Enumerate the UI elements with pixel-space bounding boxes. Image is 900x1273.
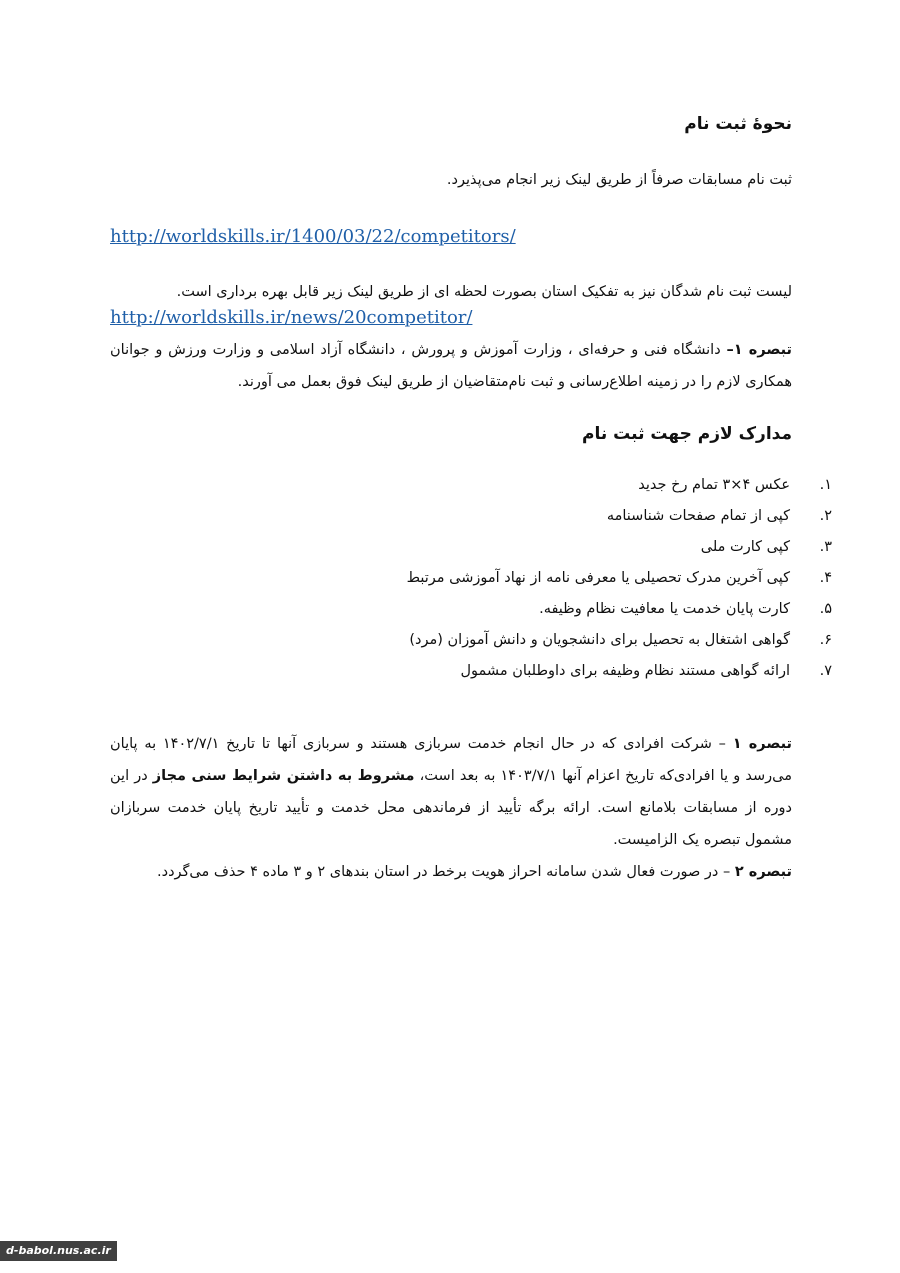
note-1-label: تبصره ۱– bbox=[726, 342, 792, 358]
registration-heading: نحوۀ ثبت نام bbox=[684, 114, 792, 134]
note-1-cooperation bbox=[110, 334, 792, 398]
age-condition-text: مشروط به داشتن شرایط سنی مجاز bbox=[152, 768, 415, 784]
note-1-military-service: تبصره ۱ – شرکت افرادی که در حال انجام خدمت سربازی هستند و سربازی آنها تا تاریخ ۱۴۰۲/۷/۱ به پایان می‌رسد و یا افرادی‌که تاریخ اعزام آنها ۱۴۰۳/۷/۱ به بعد است، مشروط به داشتن شرایط سنی مجاز در این دوره از مسابقات بلامانع است. ارائه برگه تأیید از فرماندهی محل خدمت و تأیید تاریخ پایان خدمت سربازان مشمول تبصره یک الزامیست. bbox=[110, 736, 793, 848]
list-item: ۴. کپی آخرین مدرک تحصیلی یا معرفی نامه از نهاد آموزشی مرتبط bbox=[406, 570, 832, 586]
note-1-military-label: تبصره ۱ bbox=[732, 736, 792, 752]
note-2-identity-verification: تبصره ۲ – در صورت فعال شدن سامانه احراز هویت برخط در استان بندهای ۲ و ۳ ماده ۴ حذف می‌گردد. bbox=[157, 864, 792, 880]
competitors-link[interactable]: http://worldskills.ir/1400/03/22/competitors/ bbox=[110, 226, 516, 247]
required-documents-list bbox=[192, 470, 832, 687]
list-item: ۷. ارائه گواهی مستند نظام وظیفه برای داوطلبان مشمول bbox=[460, 663, 832, 679]
list-item: ۳. کپی کارت ملی bbox=[700, 539, 832, 555]
note-2-label: تبصره ۲ bbox=[734, 864, 792, 880]
list-item: ۵. کارت پایان خدمت یا معافیت نظام وظیفه. bbox=[539, 601, 832, 617]
list-item: ۲. کپی از تمام صفحات شناسنامه bbox=[606, 508, 832, 524]
competitor-news-link[interactable]: http://worldskills.ir/news/20competitor/ bbox=[110, 307, 473, 328]
registration-intro: ثبت نام مسابقات صرفاً از طریق لینک زیر انجام می‌پذیرد. bbox=[446, 172, 792, 188]
note-1-text: دانشگاه فنی و حرفه‌ای ، وزارت آموزش و پرورش ، دانشگاه آزاد اسلامی و وزارت ورزش و جوانان همکاری لازم را در زمینه اطلاع‌رسانی و ثبت نام‌متقاضیان از طریق لینک فوق بعمل می آورند. bbox=[110, 342, 792, 390]
list-item: ۱. عکس ۴×۳ تمام رخ جدید bbox=[638, 477, 832, 493]
site-watermark: d-babol.nus.ac.ir bbox=[0, 1241, 117, 1261]
registrants-list-note: لیست ثبت نام شدگان نیز به تفکیک استان بصورت لحظه ای از طریق لینک زیر قابل بهره برداری است. bbox=[176, 284, 792, 300]
documents-heading: مدارک لازم جهت ثبت نام bbox=[582, 424, 792, 444]
list-item: ۶. گواهی اشتغال به تحصیل برای دانشجویان و دانش آموزان (مرد) bbox=[409, 632, 832, 648]
